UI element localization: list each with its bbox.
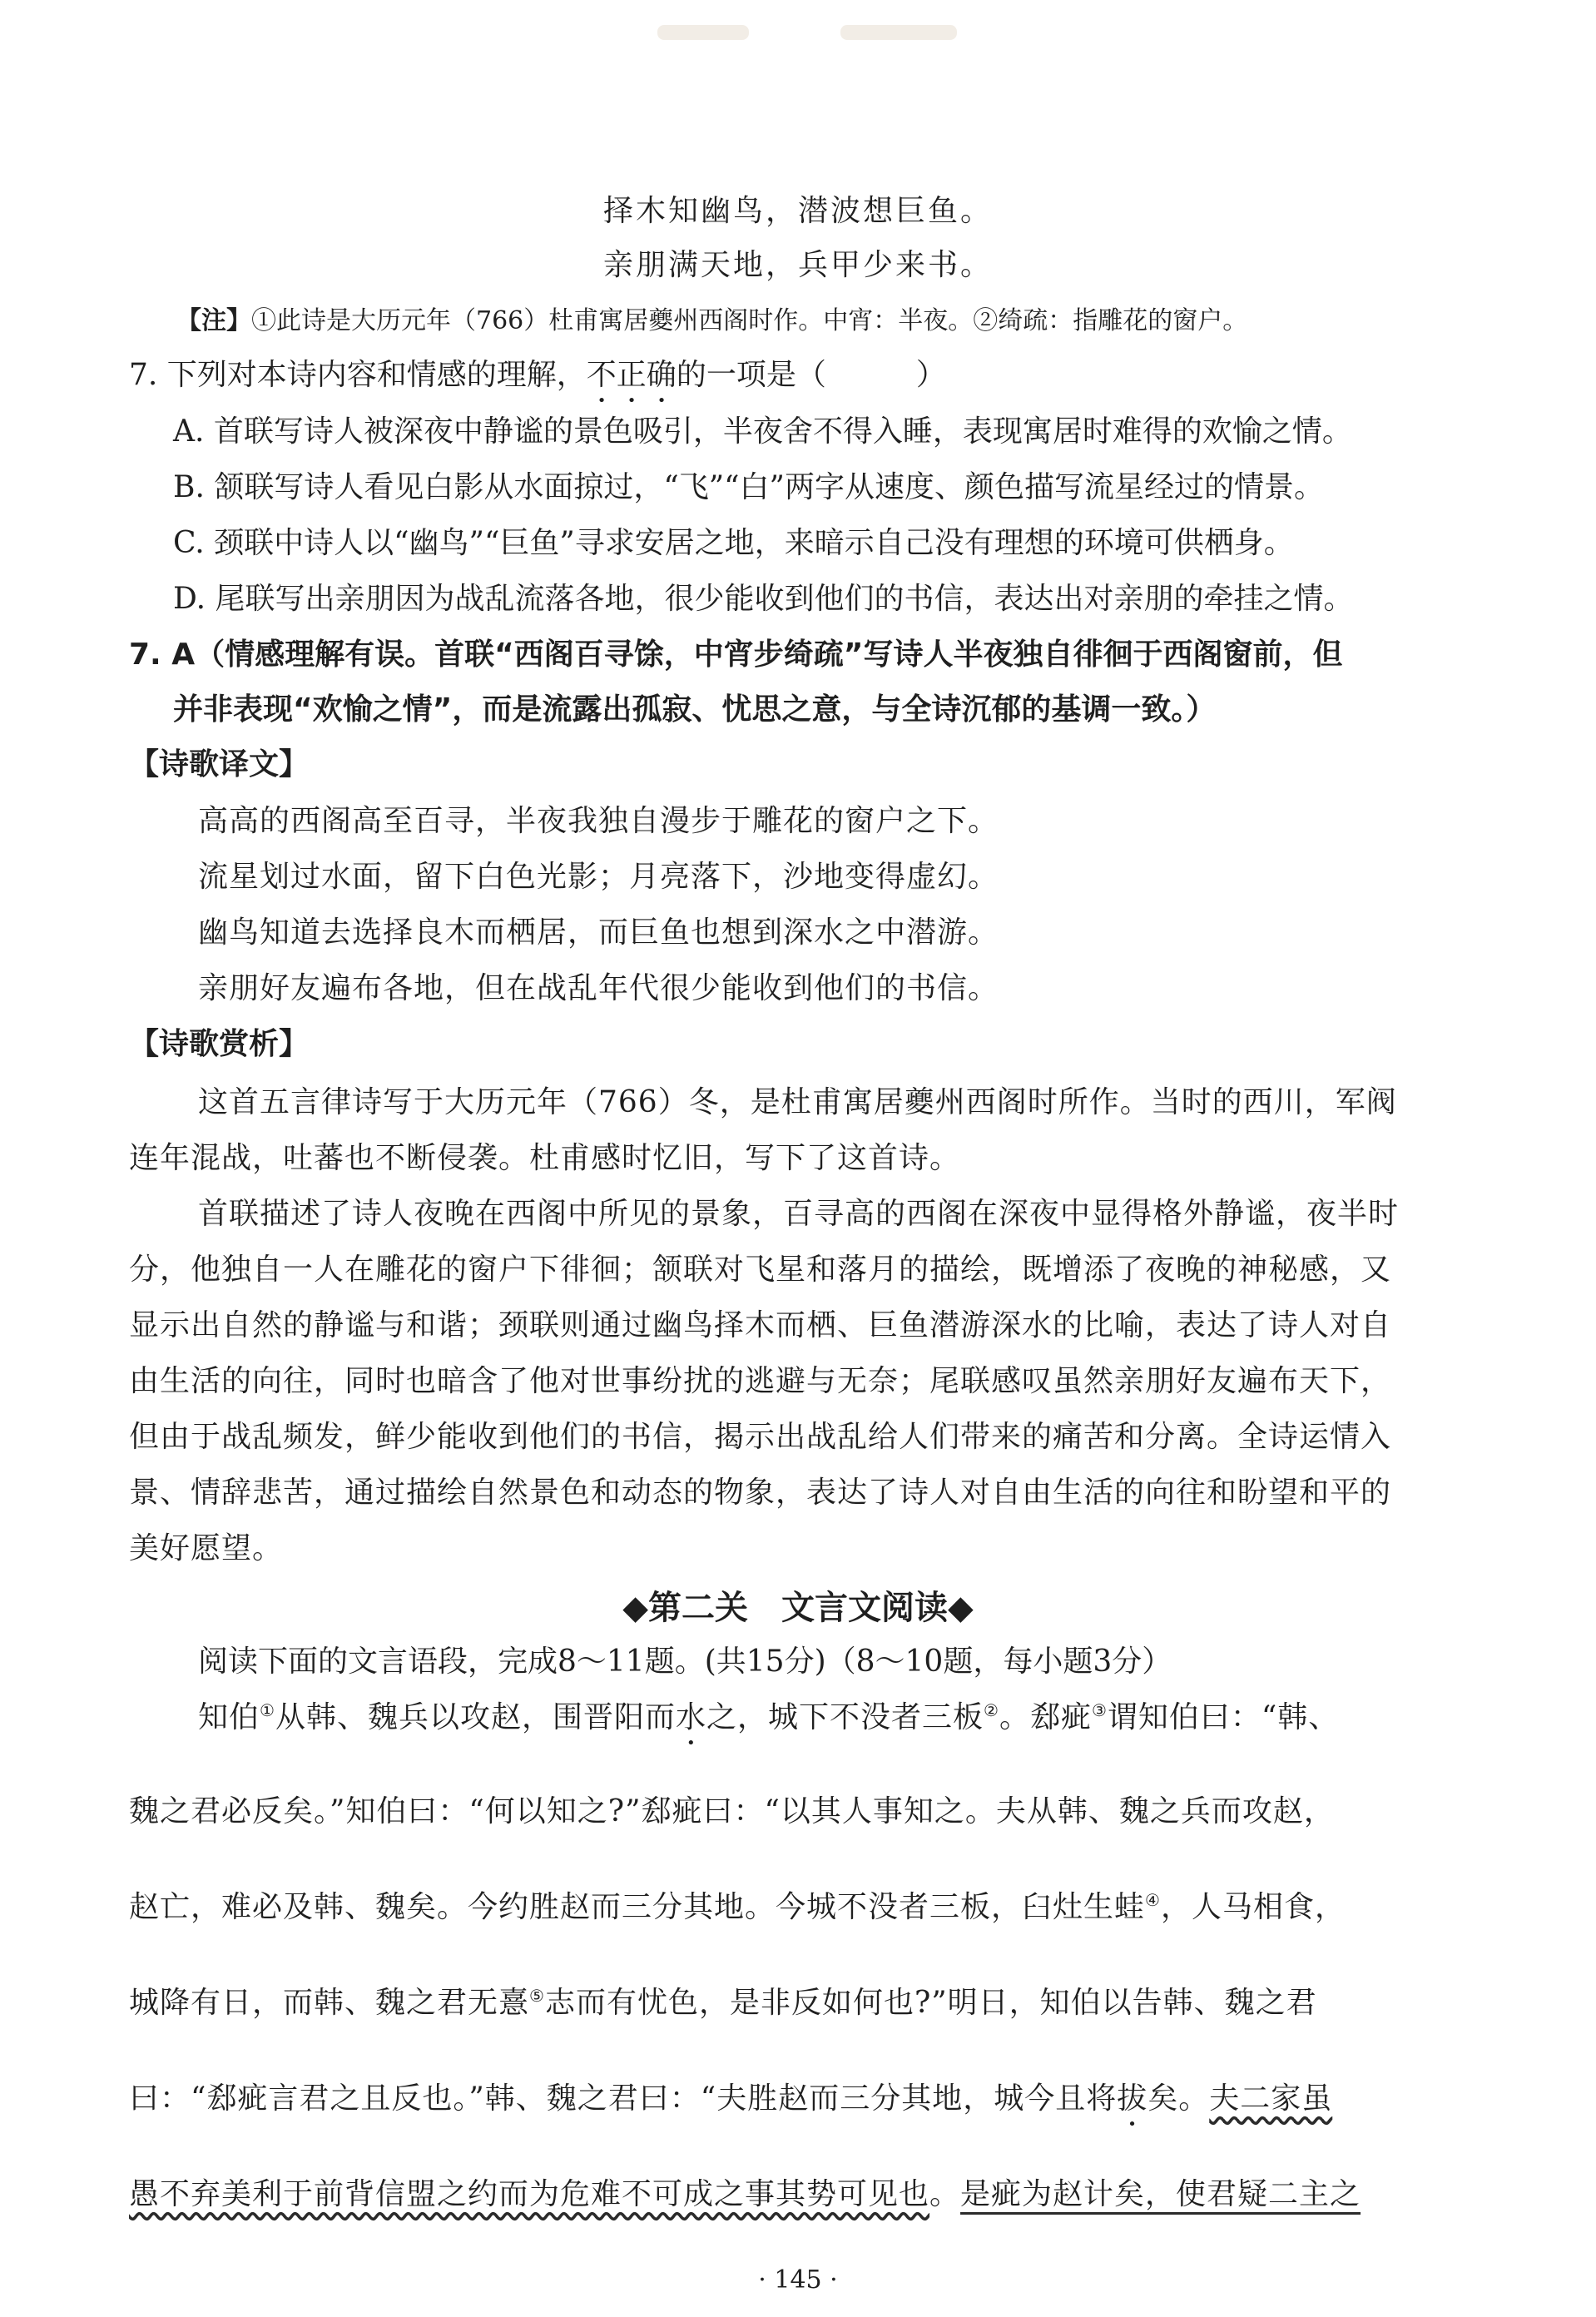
translation-line: 亲朋好友遍布各地，但在战乱年代很少能收到他们的书信。 [198,971,999,1005]
scan-smudge [657,25,749,40]
poem-line-1: 择木知幽鸟，潜波想巨鱼。 [602,194,993,228]
poem-note [176,300,1247,336]
scan-smudge [840,25,957,40]
answer-line-1: 7. A（情感理解有误。首联“西阁百寻馀，中宵步绮疏”写诗人半夜独自徘徊于西阁窗前，但 [129,638,1343,672]
appreciation-line: 分，他独自一人在雕花的窗户下徘徊；颔联对飞星和落月的描绘，既增添了夜晚的神秘感，又 [129,1253,1392,1287]
footnote-marker: ② [984,1700,999,1720]
appreciation-heading: 【诗歌赏析】 [129,1027,310,1061]
appreciation-line: 景、情辞悲苦，通过描绘自然景色和动态的物象，表达了诗人对自由生活的向往和盼望和平的 [129,1476,1392,1510]
footnote-marker: ① [260,1700,275,1720]
passage-text: 城降有日，而韩、魏之君无憙 [129,1986,530,2020]
translation-heading: 【诗歌译文】 [129,747,310,781]
option-c: C. 颈联中诗人以“幽鸟”“巨鱼”寻求安居之地，来暗示自己没有理想的环境可供栖身。 [173,526,1294,560]
translation-line: 流星划过水面，留下白色光影；月亮落下，沙地变得虚幻。 [198,860,999,894]
section-instruction: 阅读下面的文言语段，完成8～11题。(共15分)（8～10题，每小题3分） [198,1645,1172,1679]
passage-text: ，人马相食， [1160,1890,1346,1924]
dotted-word: 拔 [1117,2081,1148,2116]
wavy-underlined-text: 夫二家虽 [1209,2081,1333,2116]
answer-line-2: 并非表现“欢愉之情”，而是流露出孤寂、忧思之意，与全诗沉郁的基调一致。） [173,692,1217,727]
passage-text: 知伯 [198,1700,260,1734]
underlined-text: 是疵为赵计矣，使君疑二主之 [960,2177,1361,2211]
footnote-marker: ⑤ [529,1986,545,2006]
footnote-marker: ④ [1145,1890,1161,1910]
poem-line-2: 亲朋满天地，兵甲少来书。 [602,248,993,282]
passage-text: 从韩、魏兵以攻赵，围晋阳而 [275,1700,676,1734]
appreciation-line: 显示出自然的静谧与和谐；颈联则通过幽鸟择木而栖、巨鱼潜游深水的比喻，表达了诗人对自 [129,1308,1392,1342]
note-label: 【注】 [176,306,251,335]
option-a: A. 首联写诗人被深夜中静谧的景色吸引，半夜舍不得入睡，表现寓居时难得的欢愉之情。 [173,414,1352,449]
passage-text: 之，城下不没者三板 [706,1700,984,1734]
appreciation-line: 但由于战乱频发，鲜少能收到他们的书信，揭示出战乱给人们带来的痛苦和分离。全诗运情入 [129,1420,1392,1454]
option-b: B. 颔联写诗人看见白影从水面掠过，“飞”“白”两字从速度、颜色描写流星经过的情景。 [173,470,1324,504]
option-d: D. 尾联写出亲朋因为战乱流落各地，很少能收到他们的书信，表达出对亲朋的牵挂之情。 [173,582,1354,616]
appreciation-line: 首联描述了诗人夜晚在西阁中所见的景象，百寻高的西阁在深夜中显得格外静谧，夜半时 [198,1197,1400,1231]
passage-line [129,1979,1317,2022]
passage-text: 曰：“郄疵言君之且反也。”韩、魏之君曰：“夫胜赵而三分其地，城今且将 [129,2081,1118,2116]
passage-line [198,1694,1339,1752]
dotted-word: 水 [675,1700,706,1734]
note-text: ①此诗是大历元年（766）杜甫寓居夔州西阁时作。中宵：半夜。②绮疏：指雕花的窗户。 [251,306,1248,335]
passage-text: 矣。 [1147,2081,1210,2116]
passage-line [129,2075,1332,2133]
question-7-stem [129,351,946,409]
translation-line: 高高的西阁高至百寻，半夜我独自漫步于雕花的窗户之下。 [198,804,999,838]
stem-emphasis: 不正确 [586,358,677,392]
appreciation-line: 这首五言律诗写于大历元年（766）冬，是杜甫寓居夔州西阁时所作。当时的西川，军阀 [198,1085,1397,1119]
stem-text: 7. 下列对本诗内容和情感的理解， [129,358,587,392]
appreciation-line: 由生活的向往，同时也暗含了他对世事纷扰的逃避与无奈；尾联感叹虽然亲朋好友遍布天下， [129,1364,1392,1398]
passage-text: 志而有忧色，是非反如何也?”明日，知伯以告韩、魏之君 [544,1986,1317,2020]
appreciation-line: 连年混战，吐蕃也不断侵袭。杜甫感时忆旧，写下了这首诗。 [129,1141,961,1175]
wavy-underlined-text: 愚不弃美利于前背信盟之约而为危难不可成之事其势可见也 [129,2177,930,2211]
passage-text: 谓知伯曰：“韩、 [1107,1700,1340,1734]
stem-text: 的一项是（ ） [676,358,946,392]
section-title: ◆第二关 文言文阅读◆ [622,1589,974,1627]
appreciation-line: 美好愿望。 [129,1531,284,1565]
passage-text: 。 [929,2177,961,2211]
passage-text: 。郄疵 [999,1700,1092,1734]
passage-line [129,1883,1346,1926]
passage-text: 赵亡，难必及韩、魏矣。今约胜赵而三分其地。今城不没者三板，臼灶生蛙 [129,1890,1146,1924]
page-number: · 145 · [758,2265,838,2295]
translation-line: 幽鸟知道去选择良木而栖居，而巨鱼也想到深水之中潜游。 [198,915,999,950]
passage-line [129,2171,1361,2213]
passage-line: 魏之君必反矣。”知伯曰：“何以知之?”郄疵曰：“以其人事知之。夫从韩、魏之兵而攻赵， [129,1794,1335,1828]
footnote-marker: ③ [1091,1700,1108,1720]
